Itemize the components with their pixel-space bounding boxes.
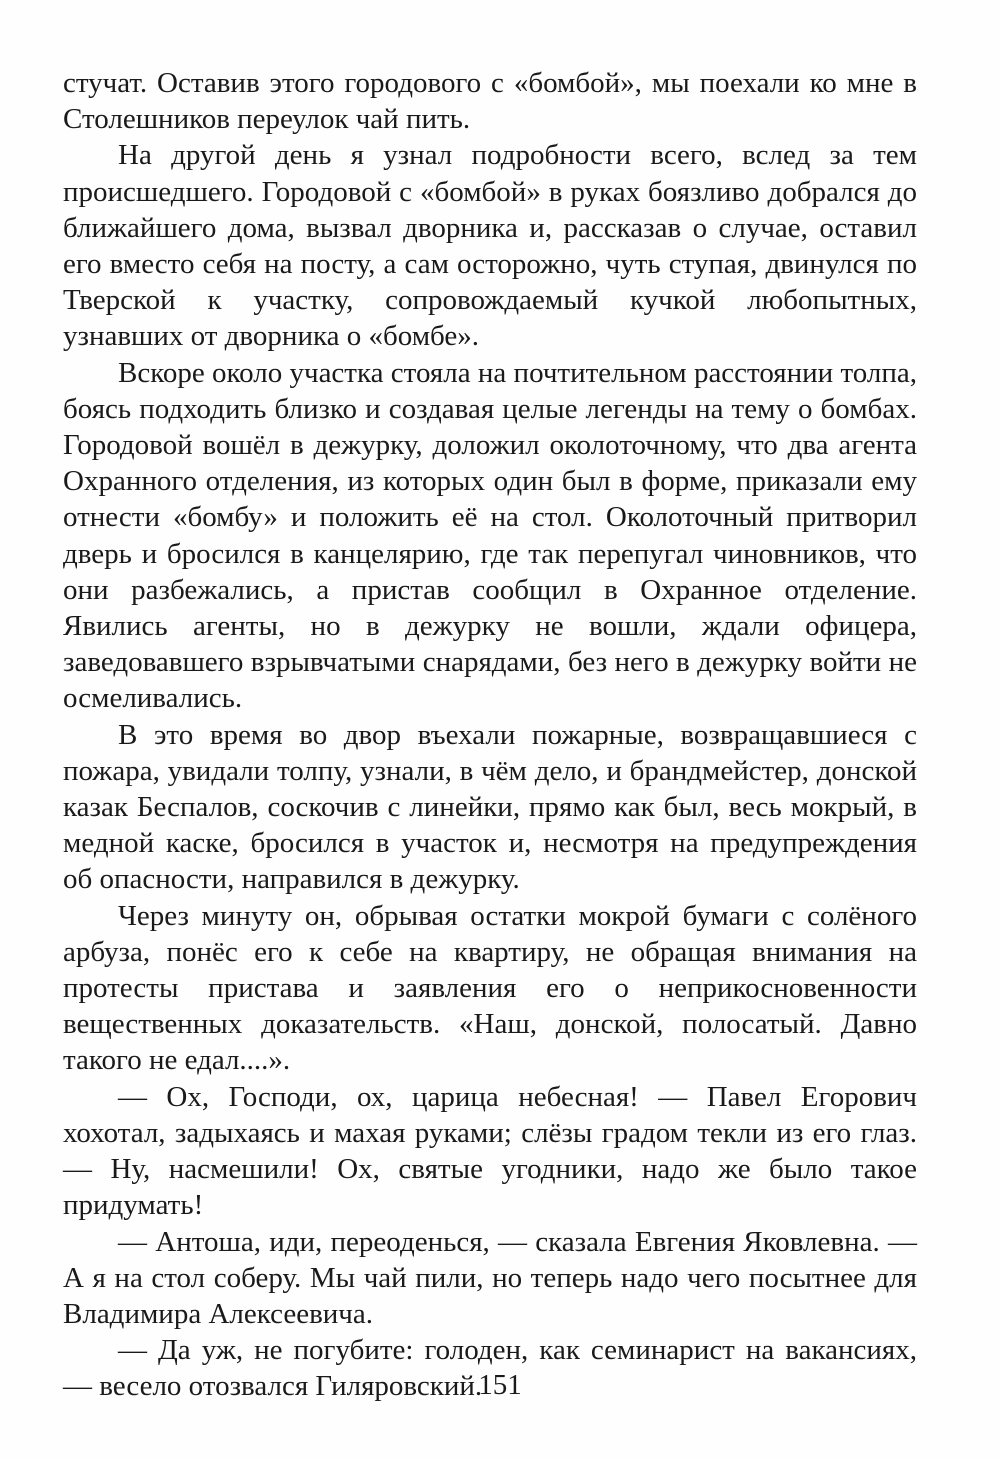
paragraph-3: Вскоре около участка стояла на почтительном расстоянии толпа, боясь подходить близко и создавая целые легенды на тему о бомбах. Городовой вошёл в дежурку, доложил околоточному, что два агента Охранного отделения, из которых один был в форме, приказали ему отнести «бомбу» и положить её на стол. Околоточный притворил дверь и бросился в канцелярию, где так перепугал чиновников, что они разбежались, а пристав сообщил в Охранное отделение. Явились агенты, но в дежурку не вошли, ждали офицера, заведовавшего взрывчатыми снарядами, без него в дежурку войти не осмеливались. (63, 356, 917, 715)
paragraph-7: — Антоша, иди, переоденься, — сказала Евгения Яковлевна. — А я на стол соберу. Мы чай пили, но теперь надо чего посытнее для Владимира Алексеевича. (63, 1225, 917, 1330)
page-number: 151 (478, 1369, 522, 1401)
paragraph-8: — Да уж, не погубите: голоден, как семинарист на вакансиях, — весело отозвался Гиляровский. (63, 1334, 917, 1403)
paragraph-5: Через минуту он, обрывая остатки мокрой бумаги с солёного арбуза, понёс его к себе на квартиру, не обращая внимания на протесты пристава и заявления его о неприкосновенности вещественных доказательств. «Наш, донской, полосатый. Давно такого не едал....». (63, 899, 917, 1077)
paragraph-4: В это время во двор въехали пожарные, возвращавшиеся с пожара, увидали толпу, узнали, в чём дело, и брандмейстер, донской казак Беспалов, соскочив с линейки, прямо как был, весь мокрый, в медной каске, бросился в участок и, несмотря на предупреждения об опасности, направился в дежурку. (63, 718, 917, 896)
paragraph-6: — Ох, Господи, ох, царица небесная! — Павел Егорович хохотал, задыхаясь и махая руками; слёзы градом текли из его глаз. — Ну, насмешили! Ох, святые угодники, надо же было такое придумать! (63, 1080, 917, 1222)
paragraph-1: стучат. Оставив этого городового с «бомбой», мы поехали ко мне в Столешников переулок чай пить. (63, 67, 917, 136)
paragraph-2: На другой день я узнал подробности всего, вслед за тем происшедшего. Городовой с «бомбой» в руках боязливо добрался до ближайшего дома, вызвал дворника и, рассказав о случае, оставил его вместо себя на посту, а сам осторожно, чуть ступая, двинулся по Тверской к участку, сопровождаемый кучкой любопытных, узнавших от дворника о «бомбе». (63, 139, 917, 353)
body-text (63, 65, 917, 1405)
